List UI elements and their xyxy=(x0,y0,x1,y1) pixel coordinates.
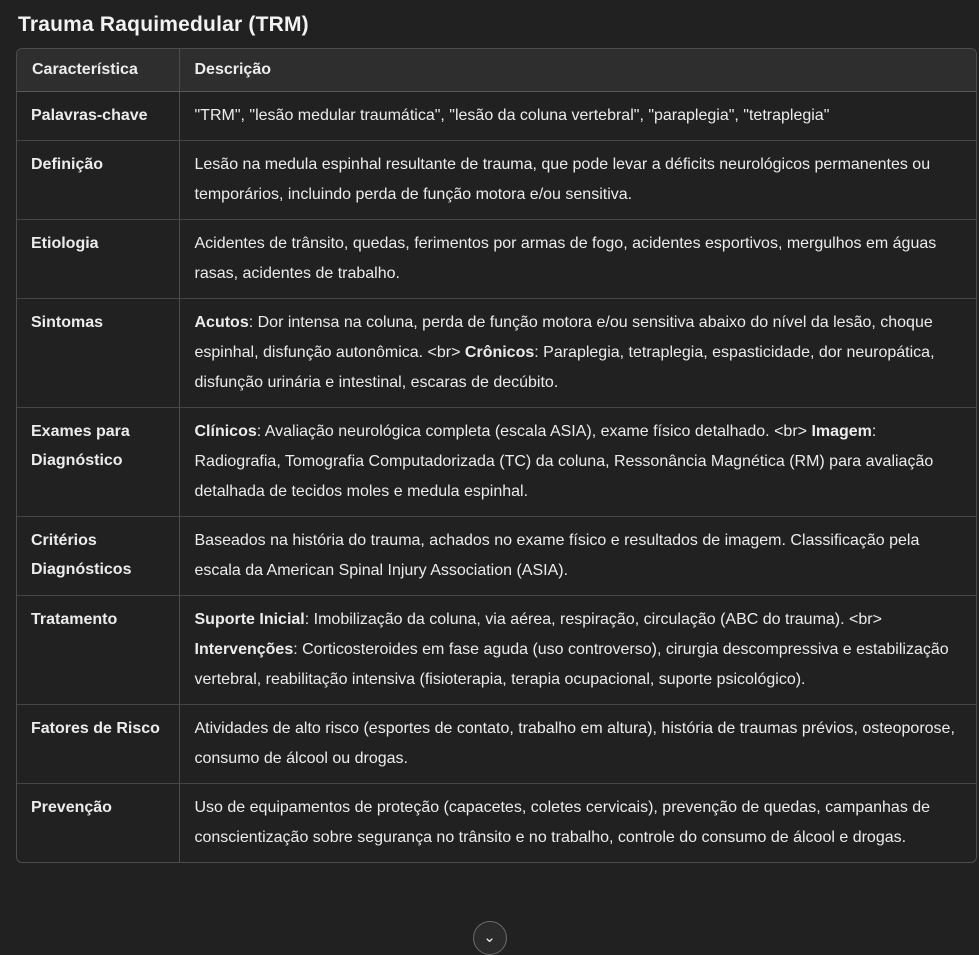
bold-term: Acutos xyxy=(194,314,249,331)
description-cell: Acutos: Dor intensa na coluna, perda de função motora e/ou sensitiva abaixo do nível da lesão, choque espinhal, disfunção autonômica. <br> Crônicos: Paraplegia, tetraplegia, espasticidade, dor neuropática, disfunção urinária e intestinal, escaras de decúbito. xyxy=(179,299,976,408)
trm-table xyxy=(17,49,976,862)
feature-cell: Critérios Diagnósticos xyxy=(17,517,179,596)
table-row xyxy=(17,92,976,141)
feature-cell: Sintomas xyxy=(17,299,179,408)
feature-cell: Etiologia xyxy=(17,220,179,299)
description-cell: Atividades de alto risco (esportes de contato, trabalho em altura), história de traumas prévios, osteoporose, consumo de álcool ou drogas. xyxy=(179,705,976,784)
feature-cell: Palavras-chave xyxy=(17,92,179,141)
bold-term: Intervenções xyxy=(194,641,294,658)
table-body xyxy=(17,92,976,863)
description-cell: Suporte Inicial: Imobilização da coluna, via aérea, respiração, circulação (ABC do trauma). <br> Intervenções: Corticosteroides em fase aguda (uso controverso), cirurgia descompressiva e estabilização vertebral, reabilitação intensiva (fisioterapia, terapia ocupacional, suporte psicológico). xyxy=(179,596,976,705)
table-row xyxy=(17,596,976,705)
table-row xyxy=(17,408,976,517)
table-row xyxy=(17,784,976,863)
description-cell: Baseados na história do trauma, achados no exame físico e resultados de imagem. Classificação pela escala da American Spinal Injury Association (ASIA). xyxy=(179,517,976,596)
bold-term: Imagem xyxy=(811,423,872,440)
table-row xyxy=(17,517,976,596)
column-header-descricao: Descrição xyxy=(179,49,976,92)
column-header-caracteristica: Característica xyxy=(17,49,179,92)
description-cell: Clínicos: Avaliação neurológica completa (escala ASIA), exame físico detalhado. <br> Imagem: Radiografia, Tomografia Computadorizada (TC) da coluna, Ressonância Magnética (RM) para avaliação detalhada de tecidos moles e medula espinhal. xyxy=(179,408,976,517)
feature-cell: Fatores de Risco xyxy=(17,705,179,784)
chevron-down-icon: ⌄ xyxy=(483,929,496,946)
feature-cell: Prevenção xyxy=(17,784,179,863)
table-row xyxy=(17,705,976,784)
page-title: Trauma Raquimedular (TRM) xyxy=(18,13,309,36)
header-row xyxy=(17,49,976,92)
description-cell: Acidentes de trânsito, quedas, ferimentos por armas de fogo, acidentes esportivos, mergulhos em águas rasas, acidentes de trabalho. xyxy=(179,220,976,299)
feature-cell: Exames para Diagnóstico xyxy=(17,408,179,517)
bold-term: Crônicos xyxy=(464,344,535,361)
scroll-to-bottom-button[interactable] xyxy=(473,921,507,955)
feature-cell: Definição xyxy=(17,141,179,220)
bold-term: Clínicos xyxy=(194,423,257,440)
description-cell: Lesão na medula espinhal resultante de trauma, que pode levar a déficits neurológicos permanentes ou temporários, incluindo perda de função motora e/ou sensitiva. xyxy=(179,141,976,220)
feature-cell: Tratamento xyxy=(17,596,179,705)
table-row xyxy=(17,220,976,299)
table-container xyxy=(16,48,977,863)
bold-term: Suporte Inicial xyxy=(194,611,305,628)
description-cell: "TRM", "lesão medular traumática", "lesão da coluna vertebral", "paraplegia", "tetraplegia" xyxy=(179,92,976,141)
table-row xyxy=(17,299,976,408)
table-header xyxy=(17,49,976,92)
table-row xyxy=(17,141,976,220)
description-cell: Uso de equipamentos de proteção (capacetes, coletes cervicais), prevenção de quedas, campanhas de conscientização sobre segurança no trânsito e no trabalho, controle do consumo de álcool e drogas. xyxy=(194,799,931,846)
